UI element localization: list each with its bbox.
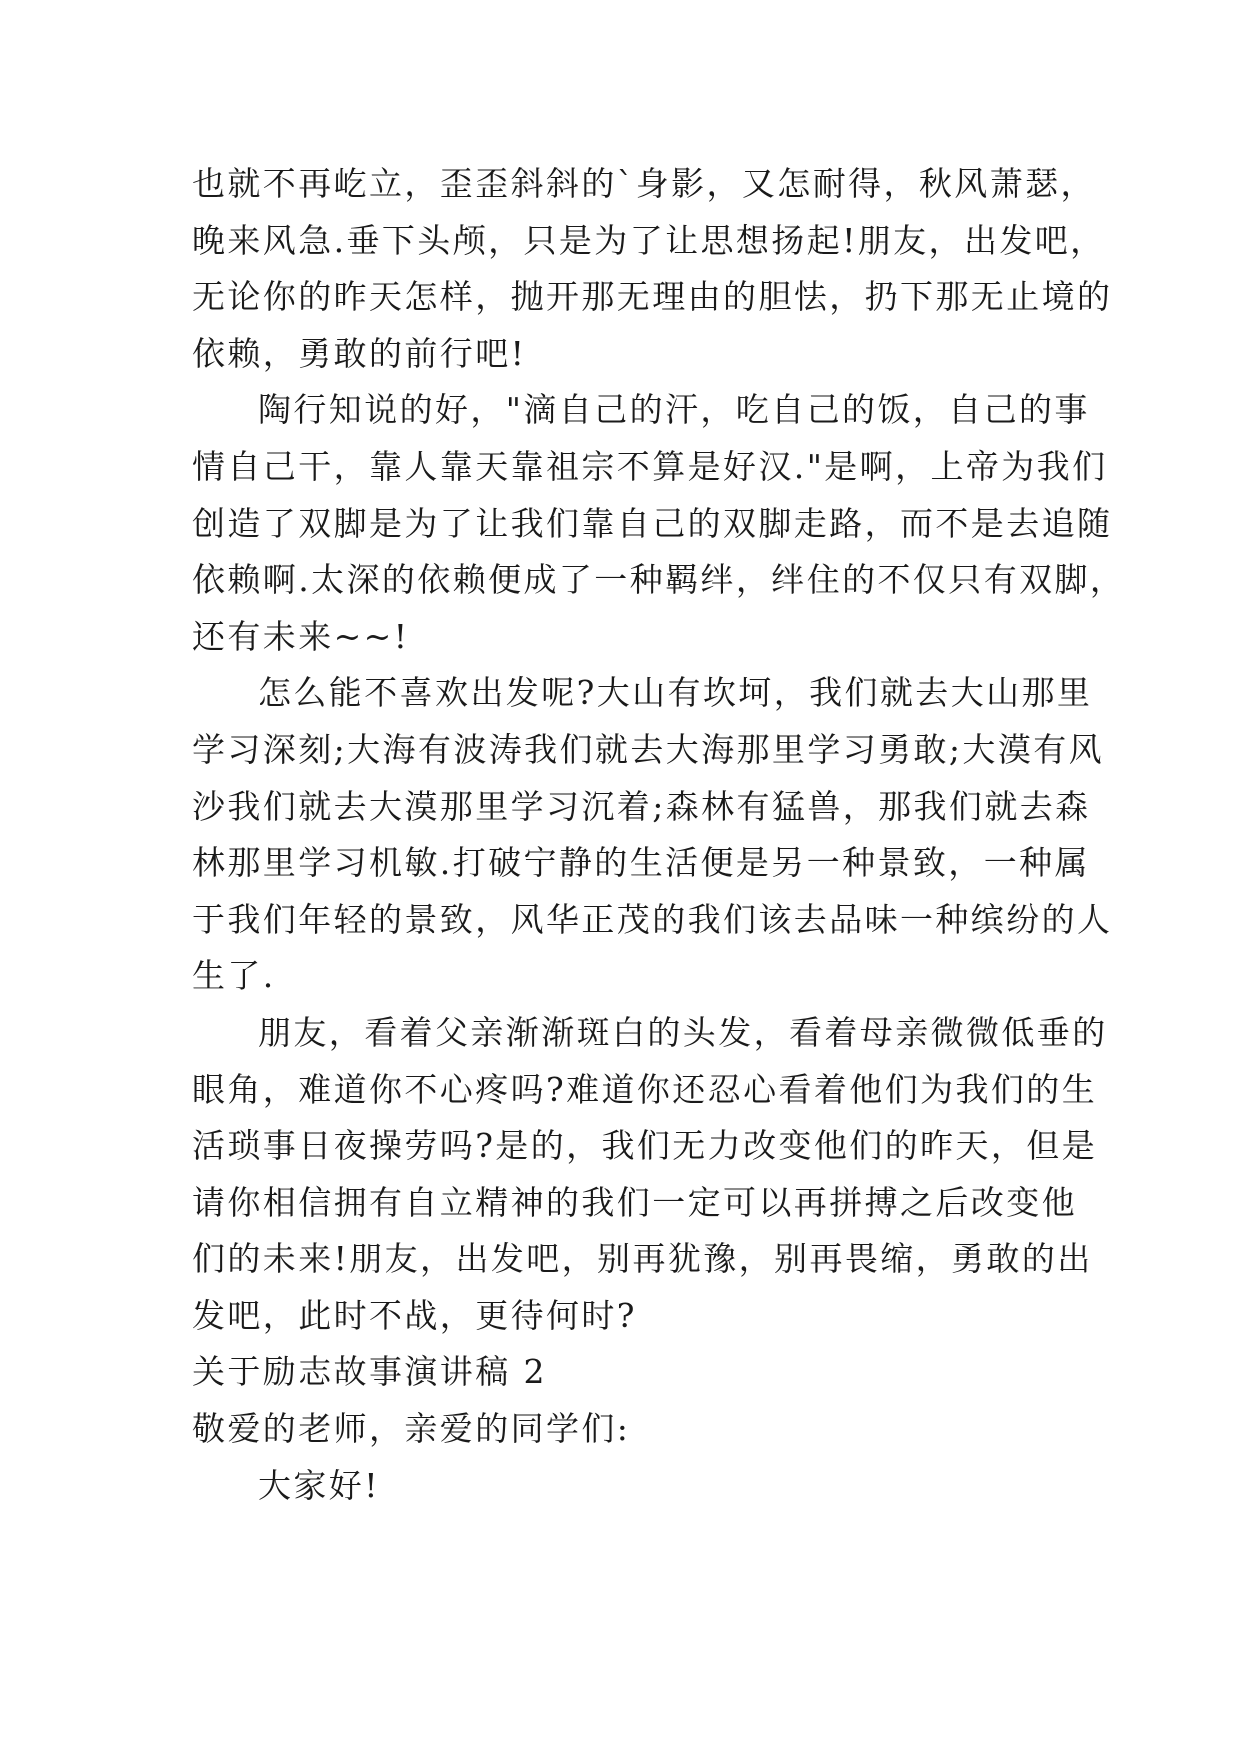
text-line: 们的未来!朋友，出发吧，别再犹豫，别再畏缩，勇敢的出 bbox=[192, 1239, 1093, 1279]
paragraph-2 bbox=[192, 382, 1126, 665]
text-line: 依赖啊.太深的依赖便成了一种羁绊，绊住的不仅只有双脚， bbox=[192, 560, 1126, 600]
text-line: 朋友，看着父亲渐渐斑白的头发，看着母亲微微低垂的 bbox=[258, 1012, 1108, 1052]
text-line: 活琐事日夜操劳吗?是的，我们无力改变他们的昨天，但是 bbox=[192, 1126, 1098, 1166]
text-line: 依赖，勇敢的前行吧! bbox=[192, 333, 527, 373]
paragraph-1 bbox=[192, 156, 1113, 382]
text-line: 沙我们就去大漠那里学习沉着;森林有猛兽，那我们就去森 bbox=[192, 786, 1091, 826]
text-line: 请你相信拥有自立精神的我们一定可以再拼搏之后改变他 bbox=[192, 1182, 1077, 1222]
text-line: 也就不再屹立，歪歪斜斜的`身影，又怎耐得，秋风萧瑟， bbox=[192, 164, 1096, 203]
greeting: 大家好! bbox=[258, 1465, 380, 1505]
paragraph-3 bbox=[192, 665, 1113, 1005]
text-line: 陶行知说的好，"滴自己的汗，吃自己的饭，自己的事 bbox=[258, 390, 1090, 430]
text-line: 于我们年轻的景致，风华正茂的我们该去品味一种缤纷的人 bbox=[192, 899, 1113, 939]
paragraph-4 bbox=[192, 1005, 1108, 1345]
text-line: 眼角，难道你不心疼吗?难道你还忍心看着他们为我们的生 bbox=[192, 1069, 1098, 1109]
salutation: 敬爱的老师，亲爱的同学们: bbox=[192, 1409, 631, 1449]
document-body bbox=[192, 156, 1126, 1514]
text-line: 怎么能不喜欢出发呢?大山有坎坷，我们就去大山那里 bbox=[258, 673, 1093, 713]
text-line: 学习深刻;大海有波涛我们就去大海那里学习勇敢;大漠有风 bbox=[192, 729, 1105, 769]
text-line: 林那里学习机敏.打破宁静的生活便是另一种景致，一种属 bbox=[192, 843, 1090, 883]
text-line: 情自己干，靠人靠天靠祖宗不算是好汉."是啊，上帝为我们 bbox=[192, 446, 1108, 486]
text-line: 还有未来~~! bbox=[192, 616, 410, 656]
text-line: 创造了双脚是为了让我们靠自己的双脚走路，而不是去追随 bbox=[192, 503, 1113, 543]
text-line: 生了. bbox=[192, 956, 276, 996]
section-title: 关于励志故事演讲稿 2 bbox=[192, 1352, 547, 1392]
text-line: 发吧，此时不战，更待何时? bbox=[192, 1295, 637, 1335]
text-line: 晚来风急.垂下头颅，只是为了让思想扬起!朋友，出发吧， bbox=[192, 220, 1106, 260]
text-line: 无论你的昨天怎样，抛开那无理由的胆怯，扔下那无止境的 bbox=[192, 277, 1113, 317]
